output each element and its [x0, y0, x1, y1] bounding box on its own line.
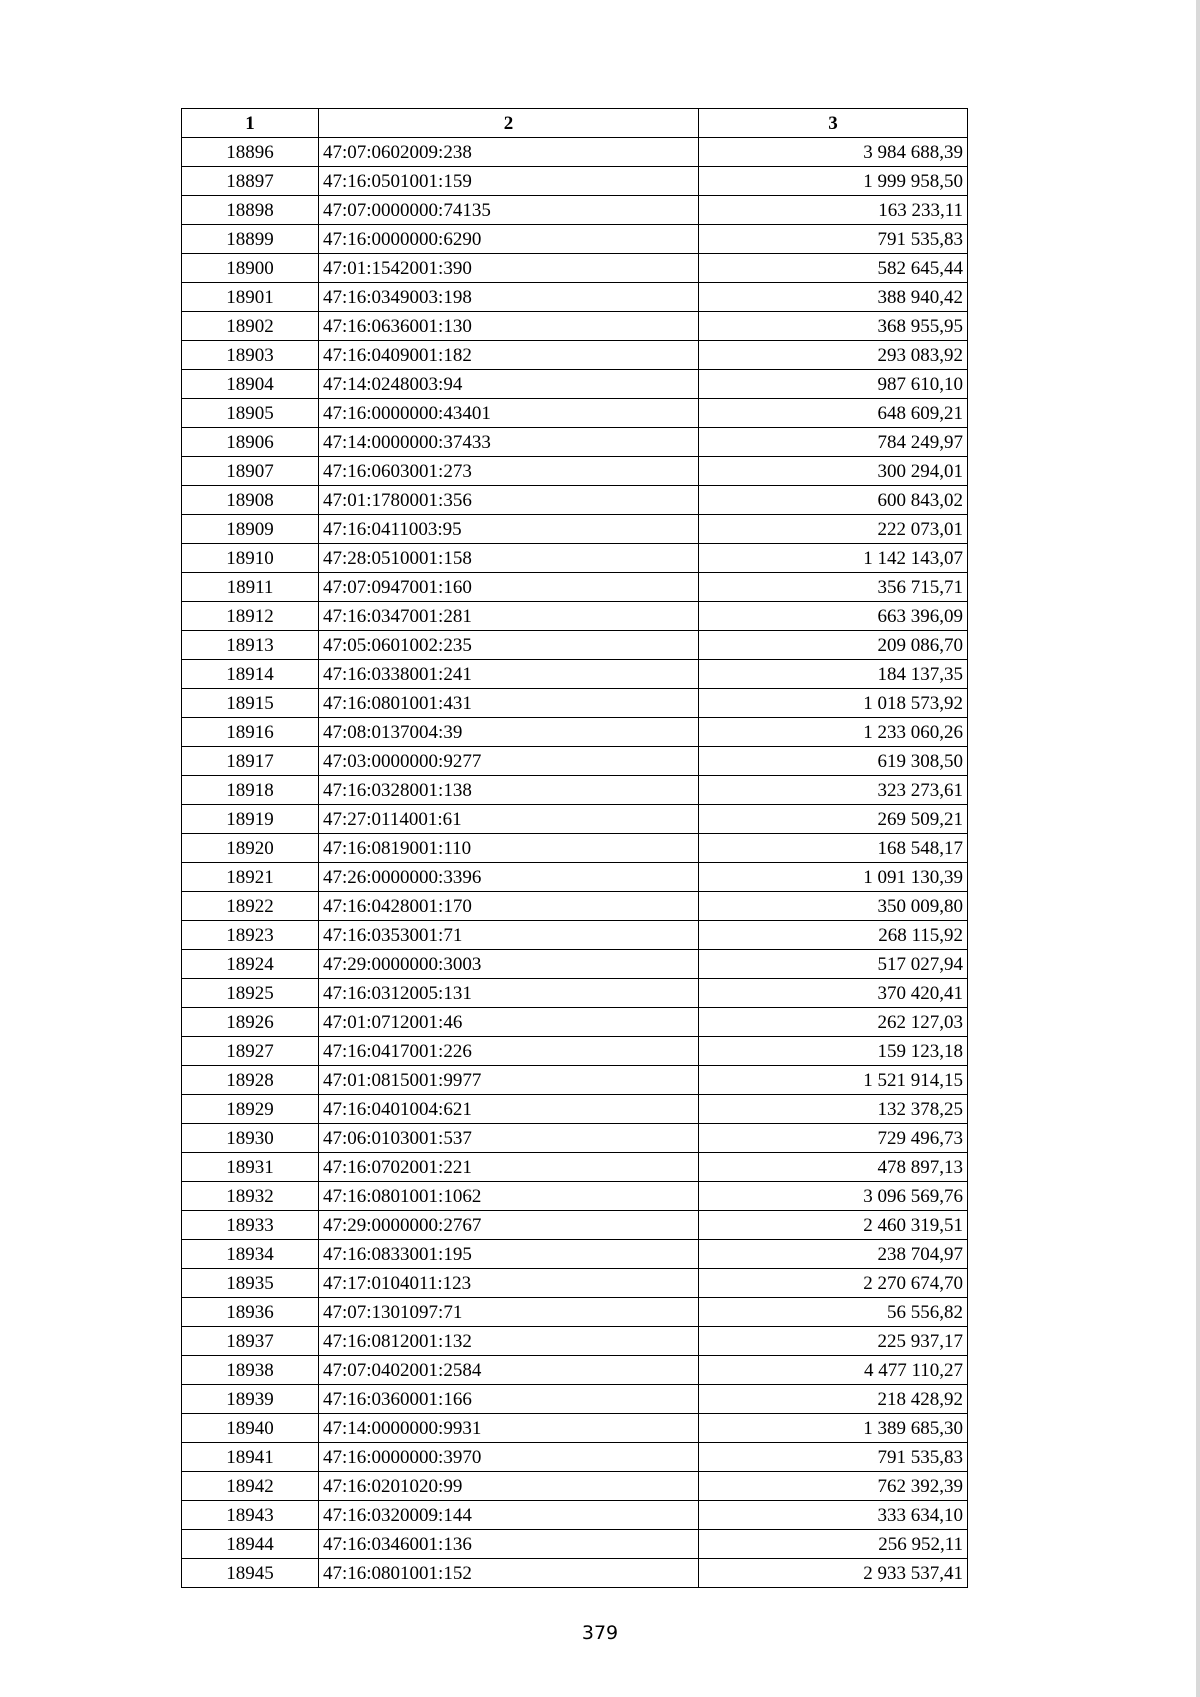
- header-col-3: 3: [699, 109, 968, 138]
- value-cell: 600 843,02: [699, 486, 968, 515]
- row-number-cell: 18899: [182, 225, 319, 254]
- table-header: [182, 109, 968, 138]
- value-cell: 222 073,01: [699, 515, 968, 544]
- page-edge: [1196, 0, 1200, 1697]
- value-cell: 619 308,50: [699, 747, 968, 776]
- table-row: [182, 1037, 968, 1066]
- row-number-cell: 18906: [182, 428, 319, 457]
- row-number-cell: 18941: [182, 1443, 319, 1472]
- value-cell: 3 096 569,76: [699, 1182, 968, 1211]
- row-number-cell: 18916: [182, 718, 319, 747]
- cadastral-number-cell: 47:16:0312005:131: [319, 979, 699, 1008]
- table-row: [182, 167, 968, 196]
- table-row: [182, 1269, 968, 1298]
- table-row: [182, 196, 968, 225]
- value-cell: 2 460 319,51: [699, 1211, 968, 1240]
- cadastral-number-cell: 47:07:0000000:74135: [319, 196, 699, 225]
- cadastral-number-cell: 47:16:0801001:1062: [319, 1182, 699, 1211]
- table-row: [182, 950, 968, 979]
- value-cell: 350 009,80: [699, 892, 968, 921]
- table-row: [182, 1182, 968, 1211]
- row-number-cell: 18934: [182, 1240, 319, 1269]
- row-number-cell: 18932: [182, 1182, 319, 1211]
- table-row: [182, 863, 968, 892]
- value-cell: 333 634,10: [699, 1501, 968, 1530]
- cadastral-number-cell: 47:16:0328001:138: [319, 776, 699, 805]
- row-number-cell: 18914: [182, 660, 319, 689]
- table-row: [182, 1124, 968, 1153]
- cadastral-number-cell: 47:16:0428001:170: [319, 892, 699, 921]
- value-cell: 184 137,35: [699, 660, 968, 689]
- cadastral-number-cell: 47:16:0338001:241: [319, 660, 699, 689]
- cadastral-number-cell: 47:07:1301097:71: [319, 1298, 699, 1327]
- row-number-cell: 18942: [182, 1472, 319, 1501]
- row-number-cell: 18943: [182, 1501, 319, 1530]
- value-cell: 225 937,17: [699, 1327, 968, 1356]
- table-row: [182, 138, 968, 167]
- row-number-cell: 18919: [182, 805, 319, 834]
- cadastral-number-cell: 47:16:0417001:226: [319, 1037, 699, 1066]
- row-number-cell: 18936: [182, 1298, 319, 1327]
- cadastral-number-cell: 47:16:0702001:221: [319, 1153, 699, 1182]
- cadastral-number-cell: 47:16:0000000:6290: [319, 225, 699, 254]
- cadastral-number-cell: 47:08:0137004:39: [319, 718, 699, 747]
- cadastral-number-cell: 47:16:0603001:273: [319, 457, 699, 486]
- cadastral-number-cell: 47:16:0411003:95: [319, 515, 699, 544]
- row-number-cell: 18926: [182, 1008, 319, 1037]
- value-cell: 1 142 143,07: [699, 544, 968, 573]
- cadastral-number-cell: 47:16:0000000:43401: [319, 399, 699, 428]
- cadastral-number-cell: 47:16:0353001:71: [319, 921, 699, 950]
- table-row: [182, 1066, 968, 1095]
- table-row: [182, 312, 968, 341]
- row-number-cell: 18903: [182, 341, 319, 370]
- value-cell: 209 086,70: [699, 631, 968, 660]
- value-cell: 478 897,13: [699, 1153, 968, 1182]
- row-number-cell: 18896: [182, 138, 319, 167]
- cadastral-number-cell: 47:16:0812001:132: [319, 1327, 699, 1356]
- row-number-cell: 18908: [182, 486, 319, 515]
- value-cell: 762 392,39: [699, 1472, 968, 1501]
- cadastral-number-cell: 47:16:0346001:136: [319, 1530, 699, 1559]
- cadastral-number-cell: 47:05:0601002:235: [319, 631, 699, 660]
- table-row: [182, 544, 968, 573]
- cadastral-number-cell: 47:16:0401004:621: [319, 1095, 699, 1124]
- value-cell: 370 420,41: [699, 979, 968, 1008]
- row-number-cell: 18911: [182, 573, 319, 602]
- value-cell: 648 609,21: [699, 399, 968, 428]
- cadastral-number-cell: 47:07:0402001:2584: [319, 1356, 699, 1385]
- cadastral-number-cell: 47:01:0712001:46: [319, 1008, 699, 1037]
- row-number-cell: 18928: [182, 1066, 319, 1095]
- table-row: [182, 1385, 968, 1414]
- table-row: [182, 718, 968, 747]
- row-number-cell: 18933: [182, 1211, 319, 1240]
- table-row: [182, 283, 968, 312]
- row-number-cell: 18921: [182, 863, 319, 892]
- table-row: [182, 1356, 968, 1385]
- table-row: [182, 834, 968, 863]
- cadastral-number-cell: 47:26:0000000:3396: [319, 863, 699, 892]
- value-cell: 517 027,94: [699, 950, 968, 979]
- table-row: [182, 1153, 968, 1182]
- table-body: [182, 138, 968, 1588]
- table-row: [182, 1559, 968, 1588]
- value-cell: 293 083,92: [699, 341, 968, 370]
- value-cell: 1 091 130,39: [699, 863, 968, 892]
- value-cell: 1 999 958,50: [699, 167, 968, 196]
- cadastral-number-cell: 47:29:0000000:3003: [319, 950, 699, 979]
- row-number-cell: 18907: [182, 457, 319, 486]
- row-number-cell: 18902: [182, 312, 319, 341]
- value-cell: 218 428,92: [699, 1385, 968, 1414]
- table-row: [182, 631, 968, 660]
- row-number-cell: 18901: [182, 283, 319, 312]
- cadastral-number-cell: 47:16:0801001:152: [319, 1559, 699, 1588]
- row-number-cell: 18945: [182, 1559, 319, 1588]
- table-row: [182, 602, 968, 631]
- table-row: [182, 1472, 968, 1501]
- cadastral-number-cell: 47:14:0000000:37433: [319, 428, 699, 457]
- table-row: [182, 341, 968, 370]
- cadastral-number-cell: 47:16:0201020:99: [319, 1472, 699, 1501]
- row-number-cell: 18904: [182, 370, 319, 399]
- table-row: [182, 428, 968, 457]
- table-row: [182, 515, 968, 544]
- cadastral-number-cell: 47:16:0801001:431: [319, 689, 699, 718]
- table-row: [182, 1501, 968, 1530]
- table-row: [182, 921, 968, 950]
- cadastral-number-cell: 47:14:0248003:94: [319, 370, 699, 399]
- row-number-cell: 18929: [182, 1095, 319, 1124]
- row-number-cell: 18937: [182, 1327, 319, 1356]
- cadastral-number-cell: 47:07:0602009:238: [319, 138, 699, 167]
- row-number-cell: 18940: [182, 1414, 319, 1443]
- value-cell: 269 509,21: [699, 805, 968, 834]
- row-number-cell: 18909: [182, 515, 319, 544]
- row-number-cell: 18900: [182, 254, 319, 283]
- value-cell: 159 123,18: [699, 1037, 968, 1066]
- table-row: [182, 805, 968, 834]
- value-cell: 791 535,83: [699, 1443, 968, 1472]
- cadastral-number-cell: 47:16:0000000:3970: [319, 1443, 699, 1472]
- row-number-cell: 18922: [182, 892, 319, 921]
- row-number-cell: 18931: [182, 1153, 319, 1182]
- cadastral-number-cell: 47:27:0114001:61: [319, 805, 699, 834]
- value-cell: 368 955,95: [699, 312, 968, 341]
- cadastral-number-cell: 47:01:1780001:356: [319, 486, 699, 515]
- row-number-cell: 18930: [182, 1124, 319, 1153]
- value-cell: 163 233,11: [699, 196, 968, 225]
- cadastral-number-cell: 47:16:0819001:110: [319, 834, 699, 863]
- value-cell: 729 496,73: [699, 1124, 968, 1153]
- table-row: [182, 225, 968, 254]
- cadastral-number-cell: 47:16:0360001:166: [319, 1385, 699, 1414]
- table-row: [182, 747, 968, 776]
- row-number-cell: 18915: [182, 689, 319, 718]
- value-cell: 268 115,92: [699, 921, 968, 950]
- table-row: [182, 979, 968, 1008]
- row-number-cell: 18912: [182, 602, 319, 631]
- cadastral-number-cell: 47:01:0815001:9977: [319, 1066, 699, 1095]
- table-row: [182, 254, 968, 283]
- table-row: [182, 1530, 968, 1559]
- value-cell: 323 273,61: [699, 776, 968, 805]
- table-row: [182, 1414, 968, 1443]
- table-row: [182, 892, 968, 921]
- value-cell: 784 249,97: [699, 428, 968, 457]
- value-cell: 2 270 674,70: [699, 1269, 968, 1298]
- row-number-cell: 18897: [182, 167, 319, 196]
- header-col-2: 2: [319, 109, 699, 138]
- table-row: [182, 776, 968, 805]
- table-row: [182, 1211, 968, 1240]
- value-cell: 256 952,11: [699, 1530, 968, 1559]
- row-number-cell: 18939: [182, 1385, 319, 1414]
- cadastral-number-cell: 47:16:0347001:281: [319, 602, 699, 631]
- value-cell: 1 233 060,26: [699, 718, 968, 747]
- cadastral-number-cell: 47:17:0104011:123: [319, 1269, 699, 1298]
- value-cell: 238 704,97: [699, 1240, 968, 1269]
- table-row: [182, 1240, 968, 1269]
- row-number-cell: 18935: [182, 1269, 319, 1298]
- value-cell: 388 940,42: [699, 283, 968, 312]
- cadastral-number-cell: 47:06:0103001:537: [319, 1124, 699, 1153]
- row-number-cell: 18938: [182, 1356, 319, 1385]
- value-cell: 132 378,25: [699, 1095, 968, 1124]
- page-number: 379: [581, 1622, 619, 1644]
- table-row: [182, 660, 968, 689]
- row-number-cell: 18925: [182, 979, 319, 1008]
- table-row: [182, 689, 968, 718]
- table-row: [182, 1095, 968, 1124]
- value-cell: 987 610,10: [699, 370, 968, 399]
- value-cell: 663 396,09: [699, 602, 968, 631]
- value-cell: 4 477 110,27: [699, 1356, 968, 1385]
- value-cell: 2 933 537,41: [699, 1559, 968, 1588]
- row-number-cell: 18917: [182, 747, 319, 776]
- value-cell: 300 294,01: [699, 457, 968, 486]
- registry-table: [181, 108, 968, 1588]
- value-cell: 262 127,03: [699, 1008, 968, 1037]
- cadastral-number-cell: 47:01:1542001:390: [319, 254, 699, 283]
- table-row: [182, 370, 968, 399]
- row-number-cell: 18918: [182, 776, 319, 805]
- value-cell: 582 645,44: [699, 254, 968, 283]
- value-cell: 3 984 688,39: [699, 138, 968, 167]
- cadastral-number-cell: 47:14:0000000:9931: [319, 1414, 699, 1443]
- row-number-cell: 18898: [182, 196, 319, 225]
- cadastral-number-cell: 47:03:0000000:9277: [319, 747, 699, 776]
- cadastral-number-cell: 47:16:0409001:182: [319, 341, 699, 370]
- value-cell: 1 389 685,30: [699, 1414, 968, 1443]
- row-number-cell: 18913: [182, 631, 319, 660]
- row-number-cell: 18927: [182, 1037, 319, 1066]
- header-row: [182, 109, 968, 138]
- table-row: [182, 1298, 968, 1327]
- value-cell: 1 521 914,15: [699, 1066, 968, 1095]
- cadastral-number-cell: 47:16:0636001:130: [319, 312, 699, 341]
- table-row: [182, 399, 968, 428]
- cadastral-number-cell: 47:29:0000000:2767: [319, 1211, 699, 1240]
- row-number-cell: 18920: [182, 834, 319, 863]
- table-row: [182, 1327, 968, 1356]
- cadastral-number-cell: 47:28:0510001:158: [319, 544, 699, 573]
- row-number-cell: 18910: [182, 544, 319, 573]
- row-number-cell: 18944: [182, 1530, 319, 1559]
- table-row: [182, 1008, 968, 1037]
- row-number-cell: 18924: [182, 950, 319, 979]
- cadastral-number-cell: 47:07:0947001:160: [319, 573, 699, 602]
- cadastral-number-cell: 47:16:0349003:198: [319, 283, 699, 312]
- value-cell: 791 535,83: [699, 225, 968, 254]
- row-number-cell: 18905: [182, 399, 319, 428]
- value-cell: 356 715,71: [699, 573, 968, 602]
- table-row: [182, 573, 968, 602]
- table-row: [182, 486, 968, 515]
- row-number-cell: 18923: [182, 921, 319, 950]
- header-col-1: 1: [182, 109, 319, 138]
- table-row: [182, 457, 968, 486]
- table-row: [182, 1443, 968, 1472]
- value-cell: 1 018 573,92: [699, 689, 968, 718]
- cadastral-number-cell: 47:16:0833001:195: [319, 1240, 699, 1269]
- cadastral-number-cell: 47:16:0501001:159: [319, 167, 699, 196]
- value-cell: 56 556,82: [699, 1298, 968, 1327]
- value-cell: 168 548,17: [699, 834, 968, 863]
- cadastral-number-cell: 47:16:0320009:144: [319, 1501, 699, 1530]
